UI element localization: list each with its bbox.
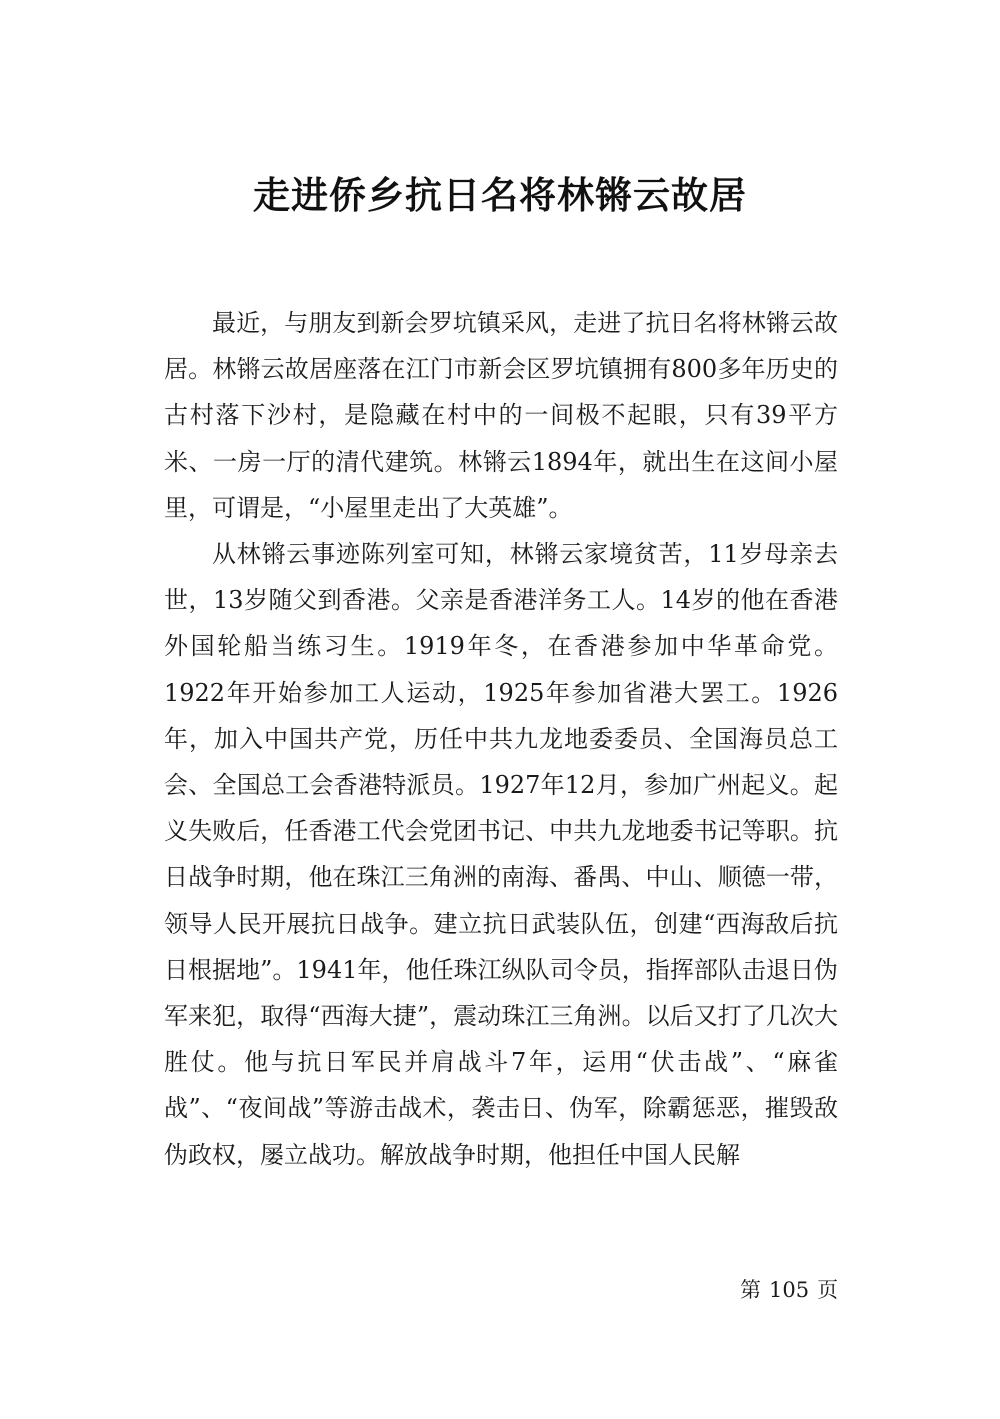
document-body	[164, 300, 838, 1178]
paragraph-intro: 最近，与朋友到新会罗坑镇采风，走进了抗日名将林锵云故居。林锵云故居座落在江门市新会区罗坑镇拥有800多年历史的古村落下沙村，是隐藏在村中的一间极不起眼，只有39平方米、一房一厅的清代建筑。林锵云1894年，就出生在这间小屋里，可谓是，“小屋里走出了大英雄”。	[164, 309, 838, 522]
page-number-suffix: 页	[817, 1278, 839, 1302]
page-number-value: 105	[769, 1278, 810, 1302]
page-number-prefix: 第	[740, 1278, 761, 1302]
paragraph-biography: 从林锵云事迹陈列室可知，林锵云家境贫苦，11岁母亲去世，13岁随父到香港。父亲是香港洋务工人。14岁的他在香港外国轮船当练习生。1919年冬，在香港参加中华革命党。1922年开始参加工人运动，1925年参加省港大罢工。1926年，加入中国共产党，历任中共九龙地委委员、全国海员总工会、全国总工会香港特派员。1927年12月，参加广州起义。起义失败后，任香港工代会党团书记、中共九龙地委书记等职。抗日战争时期，他在珠江三角洲的南海、番禺、中山、顺德一带，领导人民开展抗日战争。建立抗日武装队伍，创建“西海敌后抗日根据地”。1941年，他任珠江纵队司令员，指挥部队击退日伪军来犯，取得“西海大捷”，震动珠江三角洲。以后又打了几次大胜仗。他与抗日军民并肩战斗7年，运用“伏击战”、“麻雀战”、“夜间战”等游击战术，袭击日、伪军，除霸惩恶，摧毁敌伪政权，屡立战功。解放战争时期，他担任中国人民解	[164, 540, 838, 1169]
document-title: 走进侨乡抗日名将林锵云故居	[253, 174, 747, 217]
page-number	[740, 1275, 840, 1305]
